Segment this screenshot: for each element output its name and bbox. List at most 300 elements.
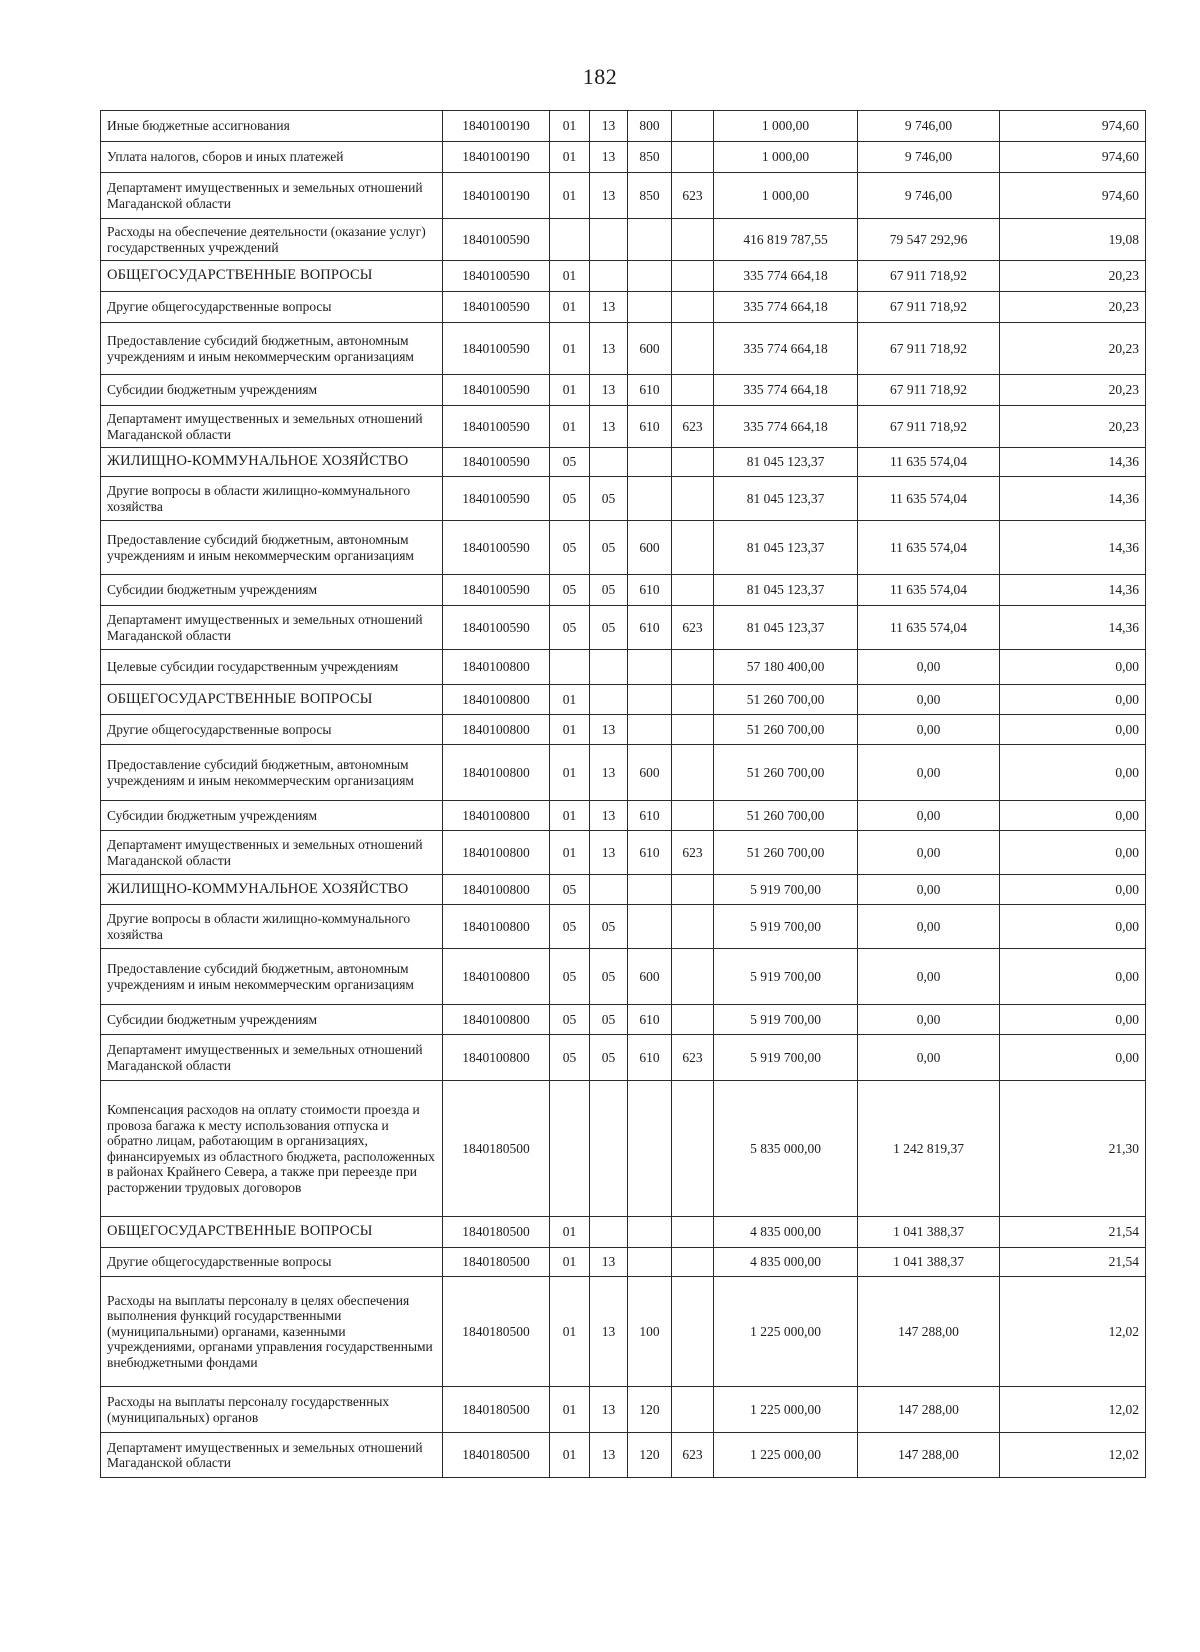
item-name-cell (101, 477, 443, 521)
actual-amount: 79 547 292,96 (889, 231, 968, 247)
actual-amount-cell (858, 375, 1000, 406)
table-row (101, 1081, 1146, 1217)
planned-amount-cell (714, 875, 858, 905)
item-name-cell (101, 875, 443, 905)
actual-amount: 0,00 (916, 968, 941, 984)
table-row (101, 1035, 1146, 1081)
expense-type-code-cell (628, 949, 672, 1005)
table-row (101, 650, 1146, 685)
section-code: 01 (562, 1224, 577, 1240)
section-code-cell (550, 1433, 590, 1478)
execution-percent-cell (1000, 715, 1146, 745)
subsection-code: 13 (601, 1401, 616, 1417)
expense-type-code: 100 (639, 1323, 660, 1339)
planned-amount-cell (714, 219, 858, 261)
expense-type-code-cell (628, 831, 672, 875)
subsection-code-cell (590, 219, 628, 261)
table-row (101, 261, 1146, 292)
actual-amount-cell (858, 292, 1000, 323)
item-name-cell (101, 1248, 443, 1277)
actual-amount: 67 911 718,92 (889, 268, 968, 284)
item-name: ОБЩЕГОСУДАРСТВЕННЫЕ ВОПРОСЫ (107, 1223, 373, 1240)
section-code-cell (550, 745, 590, 801)
target-code-cell (443, 142, 550, 173)
target-code: 1840100800 (462, 1011, 530, 1027)
section-code-cell (550, 521, 590, 575)
target-code: 1840100800 (462, 764, 530, 780)
subsection-code-cell (590, 261, 628, 292)
section-code: 05 (562, 1011, 577, 1027)
planned-amount-cell (714, 1433, 858, 1478)
actual-amount-cell (858, 111, 1000, 142)
actual-amount: 67 911 718,92 (889, 299, 968, 315)
execution-percent-cell (1000, 1277, 1146, 1387)
actual-amount: 1 041 388,37 (893, 1224, 964, 1240)
subsection-code: 05 (601, 539, 616, 555)
actual-amount-cell (858, 875, 1000, 905)
actual-amount-cell (858, 905, 1000, 949)
expense-type-code-cell (628, 521, 672, 575)
expense-type-code-cell (628, 715, 672, 745)
expense-type-code-cell (628, 875, 672, 905)
execution-percent-cell (1000, 650, 1146, 685)
administrator-code-cell (672, 375, 714, 406)
section-code: 01 (562, 340, 577, 356)
actual-amount: 0,00 (916, 691, 941, 707)
administrator-code-cell (672, 1081, 714, 1217)
planned-amount-cell (714, 650, 858, 685)
planned-amount: 4 835 000,00 (750, 1254, 821, 1270)
actual-amount: 11 635 574,04 (889, 490, 968, 506)
execution-percent: 12,02 (1108, 1323, 1139, 1339)
table-row (101, 375, 1146, 406)
actual-amount: 11 635 574,04 (889, 619, 968, 635)
item-name-cell (101, 745, 443, 801)
section-code-cell (550, 1035, 590, 1081)
planned-amount: 1 225 000,00 (750, 1323, 821, 1339)
planned-amount: 1 000,00 (761, 187, 810, 203)
expense-type-code-cell (628, 1005, 672, 1035)
actual-amount: 0,00 (916, 1049, 941, 1065)
item-name-cell (101, 575, 443, 606)
item-name-cell (101, 905, 443, 949)
actual-amount: 11 635 574,04 (889, 454, 968, 470)
actual-amount: 1 041 388,37 (893, 1254, 964, 1270)
planned-amount: 5 919 700,00 (750, 918, 821, 934)
execution-percent-cell (1000, 406, 1146, 448)
subsection-code-cell (590, 575, 628, 606)
table-row (101, 831, 1146, 875)
expense-type-code: 800 (639, 118, 660, 134)
item-name-cell (101, 1005, 443, 1035)
section-code: 01 (562, 721, 577, 737)
table-row (101, 1387, 1146, 1433)
actual-amount: 1 242 819,37 (893, 1140, 964, 1156)
section-code: 01 (562, 764, 577, 780)
target-code-cell (443, 1387, 550, 1433)
subsection-code-cell (590, 831, 628, 875)
planned-amount: 51 260 700,00 (746, 844, 825, 860)
expense-type-code-cell (628, 111, 672, 142)
section-code: 05 (562, 881, 577, 897)
subsection-code-cell (590, 1277, 628, 1387)
target-code-cell (443, 1005, 550, 1035)
target-code-cell (443, 685, 550, 715)
execution-percent-cell (1000, 111, 1146, 142)
actual-amount-cell (858, 1081, 1000, 1217)
actual-amount-cell (858, 715, 1000, 745)
actual-amount-cell (858, 323, 1000, 375)
administrator-code-cell (672, 1277, 714, 1387)
table-row (101, 142, 1146, 173)
table-row (101, 173, 1146, 219)
execution-percent: 974,60 (1101, 149, 1139, 165)
execution-percent-cell (1000, 831, 1146, 875)
expense-type-code-cell (628, 606, 672, 650)
section-code-cell (550, 949, 590, 1005)
planned-amount-cell (714, 375, 858, 406)
subsection-code-cell (590, 1387, 628, 1433)
execution-percent-cell (1000, 261, 1146, 292)
expense-type-code-cell (628, 1217, 672, 1248)
subsection-code-cell (590, 1005, 628, 1035)
item-name: Другие общегосударственные вопросы (107, 721, 332, 737)
execution-percent: 12,02 (1108, 1447, 1139, 1463)
section-code-cell (550, 292, 590, 323)
planned-amount-cell (714, 292, 858, 323)
item-name: Субсидии бюджетным учреждениям (107, 1011, 318, 1027)
section-code: 05 (562, 1049, 577, 1065)
subsection-code-cell (590, 1035, 628, 1081)
item-name: Другие вопросы в области жилищно-коммунального хозяйства (107, 483, 411, 514)
planned-amount: 5 919 700,00 (750, 881, 821, 897)
administrator-code-cell (672, 406, 714, 448)
item-name-cell (101, 801, 443, 831)
actual-amount: 0,00 (916, 1011, 941, 1027)
target-code-cell (443, 715, 550, 745)
expense-type-code-cell (628, 261, 672, 292)
actual-amount: 0,00 (916, 807, 941, 823)
execution-percent: 20,23 (1108, 268, 1139, 284)
target-code: 1840100590 (462, 231, 530, 247)
planned-amount: 416 819 787,55 (743, 231, 828, 247)
actual-amount: 11 635 574,04 (889, 539, 968, 555)
item-name-cell (101, 375, 443, 406)
target-code-cell (443, 1248, 550, 1277)
expense-type-code: 610 (639, 807, 660, 823)
target-code: 1840100800 (462, 659, 530, 675)
actual-amount: 67 911 718,92 (889, 382, 968, 398)
expense-type-code: 600 (639, 340, 660, 356)
section-code: 01 (562, 149, 577, 165)
actual-amount: 147 288,00 (898, 1323, 959, 1339)
subsection-code: 05 (601, 582, 616, 598)
subsection-code-cell (590, 375, 628, 406)
subsection-code: 13 (601, 807, 616, 823)
section-code: 01 (562, 299, 577, 315)
section-code: 01 (562, 418, 577, 434)
subsection-code-cell (590, 1433, 628, 1478)
item-name: ЖИЛИЩНО-КОММУНАЛЬНОЕ ХОЗЯЙСТВО (107, 880, 409, 897)
target-code-cell (443, 745, 550, 801)
section-code-cell (550, 831, 590, 875)
execution-percent-cell (1000, 1248, 1146, 1277)
expense-type-code-cell (628, 219, 672, 261)
execution-percent: 0,00 (1115, 1011, 1139, 1027)
expense-type-code: 850 (639, 149, 660, 165)
planned-amount: 335 774 664,18 (743, 299, 828, 315)
item-name: Предоставление субсидий бюджетным, автономным учреждениям и иным некоммерческим организациям (107, 757, 414, 788)
expense-type-code: 610 (639, 1011, 660, 1027)
planned-amount: 1 225 000,00 (750, 1447, 821, 1463)
section-code: 05 (562, 454, 577, 470)
planned-amount-cell (714, 1035, 858, 1081)
section-code-cell (550, 1217, 590, 1248)
planned-amount: 81 045 123,37 (746, 582, 825, 598)
actual-amount: 0,00 (916, 764, 941, 780)
subsection-code-cell (590, 606, 628, 650)
subsection-code: 13 (601, 382, 616, 398)
administrator-code-cell (672, 1387, 714, 1433)
actual-amount-cell (858, 261, 1000, 292)
execution-percent: 14,36 (1108, 582, 1139, 598)
execution-percent: 20,23 (1108, 418, 1139, 434)
actual-amount: 11 635 574,04 (889, 582, 968, 598)
execution-percent: 0,00 (1115, 881, 1139, 897)
subsection-code-cell (590, 142, 628, 173)
subsection-code-cell (590, 875, 628, 905)
planned-amount-cell (714, 521, 858, 575)
planned-amount: 1 000,00 (761, 118, 810, 134)
table-row (101, 111, 1146, 142)
section-code: 01 (562, 1254, 577, 1270)
planned-amount: 5 919 700,00 (750, 1011, 821, 1027)
actual-amount-cell (858, 685, 1000, 715)
execution-percent: 974,60 (1101, 118, 1139, 134)
administrator-code-cell (672, 323, 714, 375)
subsection-code: 05 (601, 490, 616, 506)
section-code-cell (550, 173, 590, 219)
expense-type-code-cell (628, 323, 672, 375)
section-code: 01 (562, 382, 577, 398)
subsection-code: 05 (601, 968, 616, 984)
item-name: Другие общегосударственные вопросы (107, 1254, 332, 1270)
table-row (101, 1277, 1146, 1387)
item-name-cell (101, 949, 443, 1005)
item-name: Другие общегосударственные вопросы (107, 299, 332, 315)
budget-table (100, 110, 1146, 1478)
target-code-cell (443, 831, 550, 875)
actual-amount-cell (858, 1277, 1000, 1387)
administrator-code-cell (672, 1217, 714, 1248)
actual-amount-cell (858, 477, 1000, 521)
planned-amount-cell (714, 745, 858, 801)
item-name-cell (101, 448, 443, 477)
administrator-code-cell (672, 831, 714, 875)
execution-percent-cell (1000, 745, 1146, 801)
item-name: Департамент имущественных и земельных отношений Магаданской области (107, 837, 423, 868)
actual-amount-cell (858, 606, 1000, 650)
target-code-cell (443, 219, 550, 261)
actual-amount-cell (858, 650, 1000, 685)
target-code: 1840100190 (462, 187, 530, 203)
subsection-code-cell (590, 477, 628, 521)
section-code-cell (550, 448, 590, 477)
administrator-code-cell (672, 949, 714, 1005)
target-code: 1840100190 (462, 118, 530, 134)
expense-type-code: 610 (639, 1049, 660, 1065)
expense-type-code-cell (628, 375, 672, 406)
planned-amount-cell (714, 1005, 858, 1035)
execution-percent: 0,00 (1115, 807, 1139, 823)
planned-amount-cell (714, 949, 858, 1005)
execution-percent-cell (1000, 685, 1146, 715)
planned-amount: 81 045 123,37 (746, 490, 825, 506)
table-row (101, 606, 1146, 650)
administrator-code-cell (672, 745, 714, 801)
administrator-code: 623 (682, 187, 703, 203)
item-name-cell (101, 261, 443, 292)
subsection-code: 13 (601, 1254, 616, 1270)
planned-amount-cell (714, 905, 858, 949)
expense-type-code: 600 (639, 539, 660, 555)
planned-amount: 81 045 123,37 (746, 454, 825, 470)
expense-type-code-cell (628, 1035, 672, 1081)
section-code-cell (550, 1248, 590, 1277)
target-code-cell (443, 1217, 550, 1248)
item-name-cell (101, 1217, 443, 1248)
target-code-cell (443, 650, 550, 685)
target-code: 1840100800 (462, 721, 530, 737)
target-code-cell (443, 375, 550, 406)
section-code-cell (550, 111, 590, 142)
item-name: Другие вопросы в области жилищно-коммунального хозяйства (107, 911, 411, 942)
section-code-cell (550, 261, 590, 292)
planned-amount-cell (714, 1387, 858, 1433)
subsection-code: 13 (601, 418, 616, 434)
target-code-cell (443, 1035, 550, 1081)
execution-percent: 0,00 (1115, 918, 1139, 934)
section-code: 01 (562, 187, 577, 203)
administrator-code-cell (672, 1433, 714, 1478)
execution-percent: 0,00 (1115, 691, 1139, 707)
subsection-code: 13 (601, 721, 616, 737)
item-name: Департамент имущественных и земельных отношений Магаданской области (107, 411, 423, 442)
section-code: 01 (562, 268, 577, 284)
expense-type-code: 610 (639, 844, 660, 860)
actual-amount-cell (858, 801, 1000, 831)
planned-amount-cell (714, 801, 858, 831)
expense-type-code: 610 (639, 382, 660, 398)
execution-percent-cell (1000, 875, 1146, 905)
execution-percent-cell (1000, 1433, 1146, 1478)
subsection-code-cell (590, 715, 628, 745)
item-name-cell (101, 1387, 443, 1433)
table-row (101, 1005, 1146, 1035)
target-code-cell (443, 292, 550, 323)
actual-amount-cell (858, 745, 1000, 801)
planned-amount-cell (714, 1217, 858, 1248)
item-name: Целевые субсидии государственным учреждениям (107, 659, 399, 675)
target-code: 1840100590 (462, 582, 530, 598)
subsection-code-cell (590, 745, 628, 801)
planned-amount: 51 260 700,00 (746, 764, 825, 780)
section-code: 05 (562, 539, 577, 555)
item-name: Субсидии бюджетным учреждениям (107, 582, 318, 598)
target-code: 1840100800 (462, 844, 530, 860)
target-code-cell (443, 111, 550, 142)
table-row (101, 1217, 1146, 1248)
item-name-cell (101, 1277, 443, 1387)
table-row (101, 292, 1146, 323)
item-name-cell (101, 111, 443, 142)
item-name: Предоставление субсидий бюджетным, автономным учреждениям и иным некоммерческим организациям (107, 333, 414, 364)
section-code-cell (550, 606, 590, 650)
planned-amount: 335 774 664,18 (743, 340, 828, 356)
item-name-cell (101, 142, 443, 173)
actual-amount-cell (858, 1005, 1000, 1035)
planned-amount-cell (714, 1277, 858, 1387)
execution-percent: 14,36 (1108, 454, 1139, 470)
section-code-cell (550, 142, 590, 173)
execution-percent: 19,08 (1108, 231, 1139, 247)
target-code: 1840100590 (462, 539, 530, 555)
item-name: Предоставление субсидий бюджетным, автономным учреждениям и иным некоммерческим организациям (107, 532, 414, 563)
administrator-code-cell (672, 1005, 714, 1035)
target-code-cell (443, 477, 550, 521)
expense-type-code-cell (628, 1248, 672, 1277)
table-row (101, 575, 1146, 606)
planned-amount-cell (714, 685, 858, 715)
table-row (101, 1248, 1146, 1277)
expense-type-code-cell (628, 142, 672, 173)
execution-percent-cell (1000, 1081, 1146, 1217)
target-code: 1840100590 (462, 454, 530, 470)
target-code: 1840180500 (462, 1323, 530, 1339)
expense-type-code-cell (628, 685, 672, 715)
table-row (101, 685, 1146, 715)
subsection-code-cell (590, 406, 628, 448)
section-code: 05 (562, 968, 577, 984)
execution-percent: 0,00 (1115, 721, 1139, 737)
section-code-cell (550, 477, 590, 521)
section-code-cell (550, 406, 590, 448)
section-code-cell (550, 1277, 590, 1387)
expense-type-code: 120 (639, 1401, 660, 1417)
execution-percent-cell (1000, 448, 1146, 477)
planned-amount-cell (714, 142, 858, 173)
table-row (101, 219, 1146, 261)
target-code: 1840100590 (462, 619, 530, 635)
execution-percent: 20,23 (1108, 382, 1139, 398)
planned-amount: 335 774 664,18 (743, 268, 828, 284)
subsection-code: 05 (601, 619, 616, 635)
page-number: 182 (582, 64, 618, 89)
item-name: Департамент имущественных и земельных отношений Магаданской области (107, 1042, 423, 1073)
actual-amount: 67 911 718,92 (889, 418, 968, 434)
table-row (101, 323, 1146, 375)
expense-type-code-cell (628, 1433, 672, 1478)
expense-type-code-cell (628, 406, 672, 448)
item-name: Уплата налогов, сборов и иных платежей (107, 149, 344, 165)
administrator-code: 623 (682, 619, 703, 635)
expense-type-code-cell (628, 745, 672, 801)
expense-type-code-cell (628, 905, 672, 949)
administrator-code-cell (672, 292, 714, 323)
section-code-cell (550, 323, 590, 375)
actual-amount-cell (858, 521, 1000, 575)
actual-amount-cell (858, 1433, 1000, 1478)
